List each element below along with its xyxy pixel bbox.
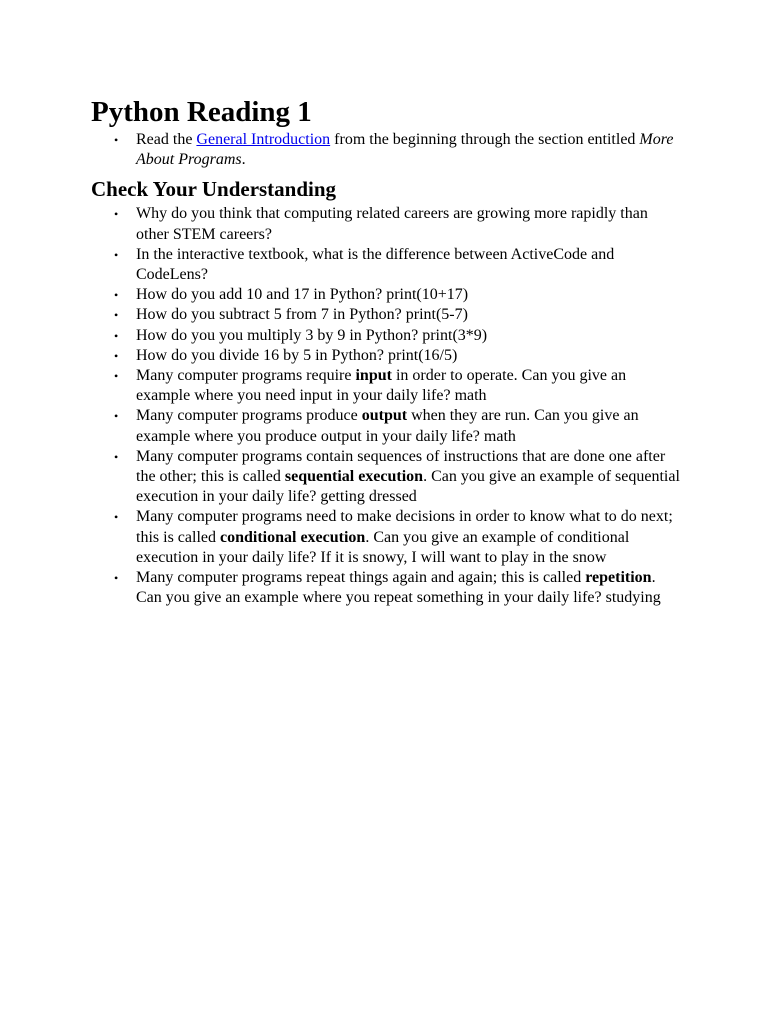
key-term: input: [355, 367, 392, 385]
question-item: [114, 507, 683, 568]
question-text-post: in order to operate. Can you give an example where you need input in your daily life? math: [136, 367, 627, 405]
question-item: [114, 406, 683, 446]
question-item: [114, 447, 683, 508]
intro-middle: from the beginning through the section entitled: [330, 131, 640, 148]
bullet-icon: •: [114, 571, 119, 586]
question-text-pre: Many computer programs require: [136, 367, 356, 385]
intro-prefix: Read the: [136, 131, 197, 148]
key-term: conditional execution: [219, 528, 366, 546]
question-text: How do you subtract 5 from 7 in Python? print(5-7): [136, 306, 468, 324]
key-term: sequential execution: [284, 468, 424, 486]
intro-item: [114, 130, 683, 170]
question-item: [114, 568, 683, 608]
question-text-post: . Can you give an example of sequential execution in your daily life? getting dressed: [136, 468, 680, 506]
intro-list: [91, 130, 683, 170]
bullet-icon: •: [114, 247, 119, 262]
question-item: [114, 326, 683, 346]
bullet-icon: •: [114, 409, 119, 424]
bullet-icon: •: [114, 348, 119, 363]
bullet-icon: •: [114, 369, 119, 384]
question-text: Why do you think that computing related careers are growing more rapidly than other STEM careers?: [136, 205, 648, 243]
question-text: How do you add 10 and 17 in Python? print(10+17): [136, 286, 469, 304]
question-item: [114, 366, 683, 406]
question-text-post: . Can you give an example of conditional execution in your daily life? If it is snowy, I will want to play in the snow: [136, 528, 630, 566]
question-item: [114, 285, 683, 305]
section-name: More About Programs: [136, 131, 674, 169]
bullet-icon: •: [114, 449, 119, 464]
question-text-pre: Many computer programs need to make decisions in order to know what to do next; this is called: [136, 508, 673, 546]
key-term: repetition: [585, 569, 652, 587]
questions-list: [91, 204, 683, 608]
question-text: How do you you multiply 3 by 9 in Python? print(3*9): [136, 326, 488, 344]
question-text: How do you divide 16 by 5 in Python? print(16/5): [136, 346, 458, 364]
bullet-icon: •: [114, 510, 119, 525]
bullet-icon: •: [114, 288, 119, 303]
question-item: [114, 245, 683, 285]
general-introduction-link[interactable]: General Introduction: [196, 131, 331, 148]
question-text-pre: Many computer programs produce: [136, 407, 362, 425]
document-content: [91, 94, 683, 608]
page-title: Python Reading 1: [91, 96, 312, 128]
question-text-pre: Many computer programs repeat things again and again; this is called: [136, 569, 586, 587]
bullet-icon: •: [114, 328, 119, 343]
check-heading: Check Your Understanding: [91, 177, 337, 202]
bullet-icon: •: [114, 308, 119, 323]
question-item: [114, 346, 683, 366]
intro-suffix: .: [241, 151, 246, 169]
question-text-post: . Can you give an example where you repeat something in your daily life? studying: [136, 569, 661, 607]
bullet-icon: •: [114, 133, 119, 147]
question-item: [114, 305, 683, 325]
question-item: [114, 204, 683, 244]
question-text-pre: Many computer programs contain sequences of instructions that are done one after the other; this is called: [136, 447, 666, 486]
bullet-icon: •: [114, 207, 119, 222]
key-term: output: [361, 407, 408, 425]
question-text-post: when they are run. Can you give an example where you produce output in your daily life? math: [136, 407, 639, 445]
question-text: In the interactive textbook, what is the difference between ActiveCode and CodeLens?: [136, 245, 615, 284]
